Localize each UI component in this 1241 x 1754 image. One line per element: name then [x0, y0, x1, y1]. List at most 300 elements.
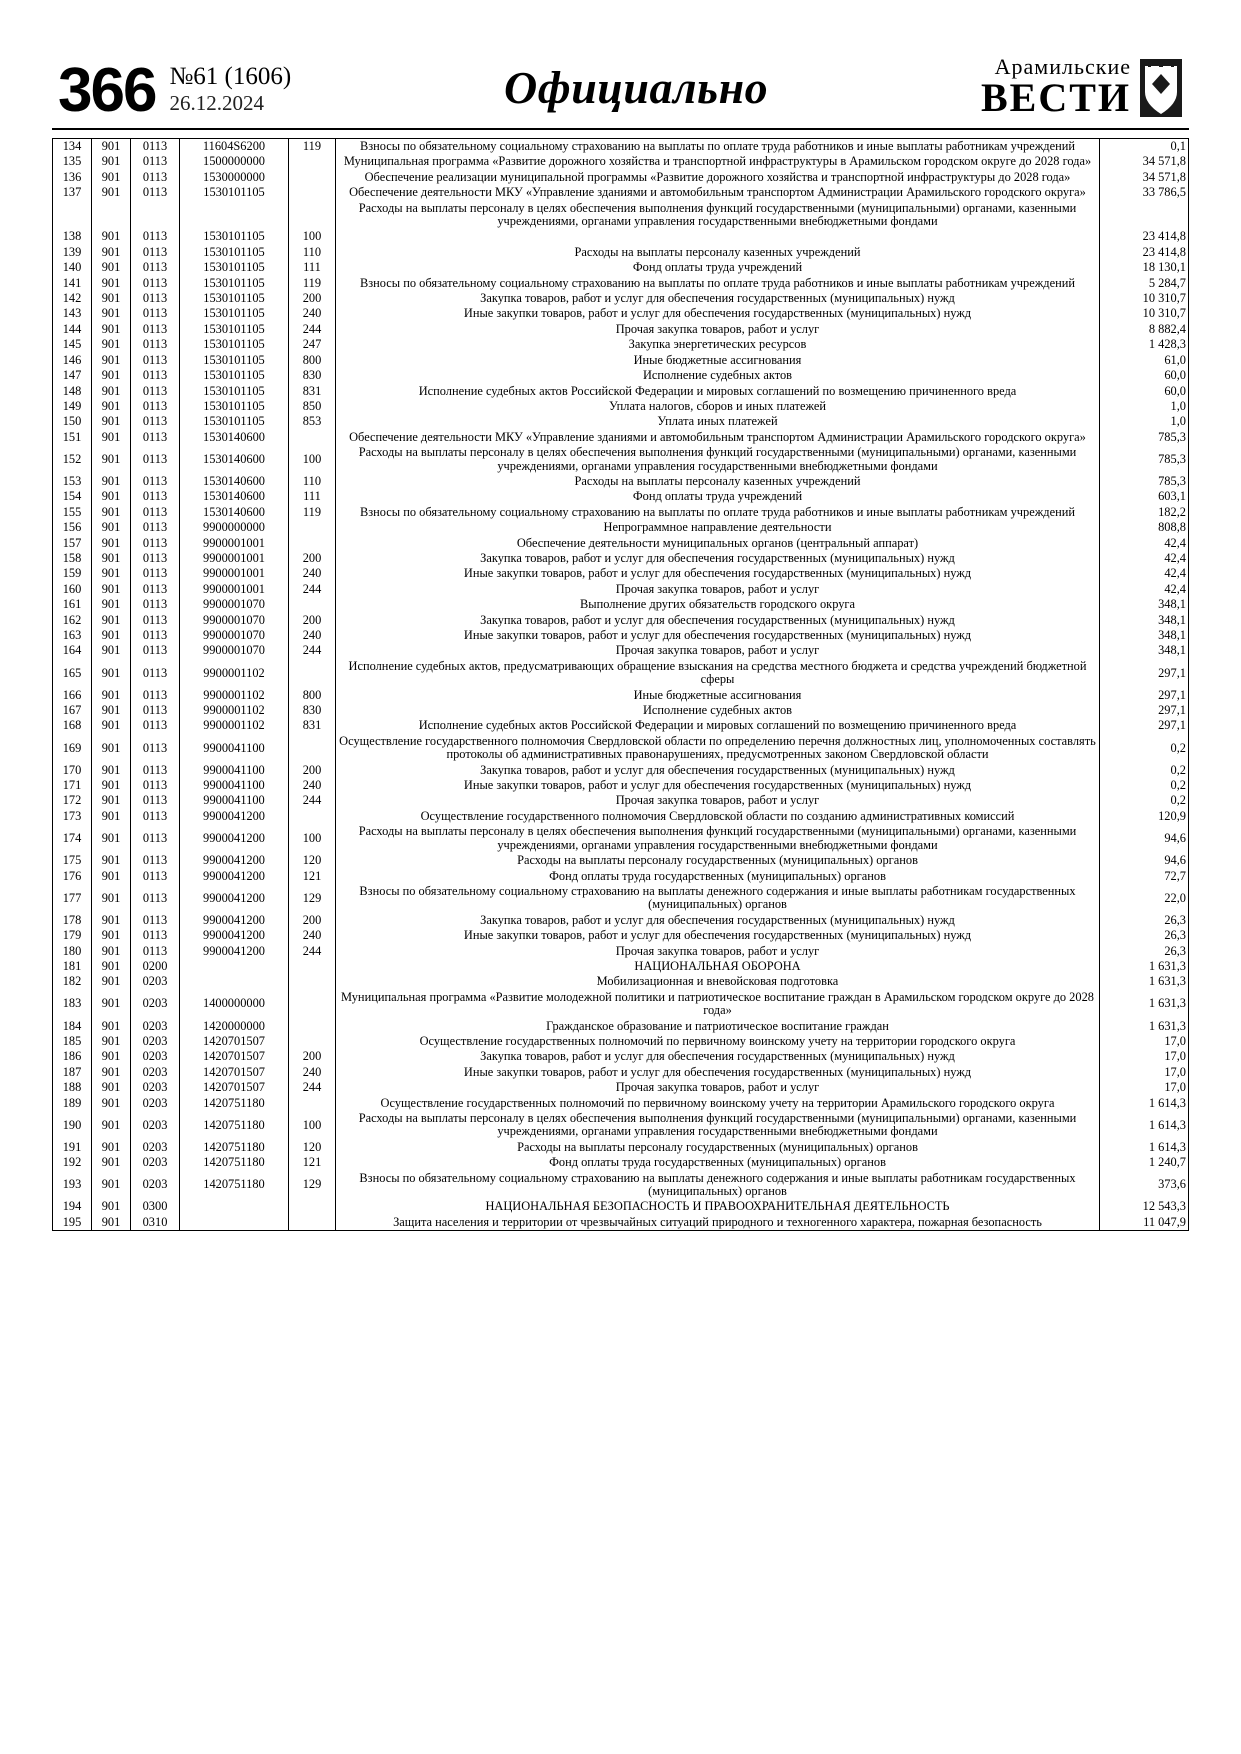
cell-expense-type: 853 — [289, 414, 336, 429]
cell-vedomstvo: 901 — [92, 990, 131, 1019]
cell-row-number: 171 — [53, 778, 92, 793]
cell-vedomstvo: 901 — [92, 505, 131, 520]
cell-expense-type — [289, 201, 336, 230]
cell-amount: 10 310,7 — [1100, 306, 1189, 321]
cell-target-code: 9900041200 — [180, 928, 289, 943]
cell-amount: 1 631,3 — [1100, 1019, 1189, 1034]
cell-description: Обеспечение деятельности муниципальных органов (центральный аппарат) — [336, 536, 1100, 551]
cell-razdel: 0113 — [131, 474, 180, 489]
cell-amount: 94,6 — [1100, 824, 1189, 853]
cell-vedomstvo: 901 — [92, 824, 131, 853]
cell-vedomstvo: 901 — [92, 291, 131, 306]
cell-expense-type: 111 — [289, 260, 336, 275]
cell-vedomstvo: 901 — [92, 1049, 131, 1064]
cell-target-code: 9900001001 — [180, 551, 289, 566]
cell-description: НАЦИОНАЛЬНАЯ БЕЗОПАСНОСТЬ И ПРАВООХРАНИТЕЛЬНАЯ ДЕЯТЕЛЬНОСТЬ — [336, 1199, 1100, 1214]
cell-vedomstvo: 901 — [92, 566, 131, 581]
cell-razdel: 0113 — [131, 869, 180, 884]
cell-amount: 42,4 — [1100, 582, 1189, 597]
table-row — [53, 399, 1189, 414]
cell-amount: 23 414,8 — [1100, 229, 1189, 244]
cell-amount: 1 614,3 — [1100, 1096, 1189, 1111]
cell-vedomstvo: 901 — [92, 139, 131, 155]
cell-expense-type: 240 — [289, 566, 336, 581]
cell-razdel: 0113 — [131, 185, 180, 200]
cell-expense-type: 121 — [289, 1155, 336, 1170]
cell-expense-type: 111 — [289, 489, 336, 504]
cell-row-number: 148 — [53, 384, 92, 399]
cell-expense-type — [289, 170, 336, 185]
cell-expense-type: 244 — [289, 582, 336, 597]
cell-target-code: 9900001070 — [180, 597, 289, 612]
cell-row-number: 147 — [53, 368, 92, 383]
cell-amount: 808,8 — [1100, 520, 1189, 535]
cell-expense-type: 240 — [289, 1065, 336, 1080]
cell-vedomstvo: 901 — [92, 322, 131, 337]
cell-description: Расходы на выплаты персоналу в целях обеспечения выполнения функций государственными (муниципальными) органами, казенными учреждениями, органами управления государственными внебюджетными фондами — [336, 201, 1100, 230]
cell-expense-type — [289, 734, 336, 763]
table-row — [53, 763, 1189, 778]
cell-razdel: 0113 — [131, 643, 180, 658]
cell-amount: 373,6 — [1100, 1171, 1189, 1200]
cell-description: Прочая закупка товаров, работ и услуг — [336, 944, 1100, 959]
cell-description: Осуществление государственных полномочий по первичному воинскому учету на территории городского округа — [336, 1034, 1100, 1049]
cell-description: Прочая закупка товаров, работ и услуг — [336, 793, 1100, 808]
cell-razdel: 0113 — [131, 337, 180, 352]
cell-vedomstvo: 901 — [92, 1034, 131, 1049]
cell-expense-type: 110 — [289, 474, 336, 489]
cell-target-code: 1420751180 — [180, 1155, 289, 1170]
cell-target-code: 9900001102 — [180, 718, 289, 733]
cell-row-number: 152 — [53, 445, 92, 474]
cell-vedomstvo: 901 — [92, 1080, 131, 1095]
cell-amount: 94,6 — [1100, 853, 1189, 868]
cell-expense-type: 100 — [289, 1111, 336, 1140]
cell-target-code: 9900000000 — [180, 520, 289, 535]
cell-description: Исполнение судебных актов Российской Федерации и мировых соглашений по возмещению причиненного вреда — [336, 384, 1100, 399]
cell-amount: 785,3 — [1100, 474, 1189, 489]
cell-description: Взносы по обязательному социальному страхованию на выплаты по оплате труда работников и иные выплаты работникам учреждений — [336, 505, 1100, 520]
cell-razdel: 0203 — [131, 1155, 180, 1170]
cell-vedomstvo: 901 — [92, 536, 131, 551]
cell-target-code: 1530101105 — [180, 368, 289, 383]
table-row — [53, 1140, 1189, 1155]
cell-expense-type — [289, 1019, 336, 1034]
table-row — [53, 853, 1189, 868]
cell-row-number: 138 — [53, 229, 92, 244]
cell-razdel: 0203 — [131, 1140, 180, 1155]
cell-target-code: 1420701507 — [180, 1049, 289, 1064]
cell-vedomstvo: 901 — [92, 489, 131, 504]
cell-expense-type: 244 — [289, 944, 336, 959]
cell-target-code: 9900001001 — [180, 536, 289, 551]
table-row — [53, 597, 1189, 612]
cell-row-number: 193 — [53, 1171, 92, 1200]
coat-of-arms-icon — [1139, 58, 1183, 118]
cell-vedomstvo: 901 — [92, 1111, 131, 1140]
cell-razdel: 0113 — [131, 276, 180, 291]
cell-expense-type: 240 — [289, 306, 336, 321]
cell-razdel: 0203 — [131, 1065, 180, 1080]
cell-target-code: 1530101105 — [180, 337, 289, 352]
cell-description: Взносы по обязательному социальному страхованию на выплаты денежного содержания и иные выплаты работникам государственных (муниципальных) органов — [336, 1171, 1100, 1200]
cell-razdel: 0113 — [131, 322, 180, 337]
cell-razdel: 0113 — [131, 884, 180, 913]
cell-expense-type: 120 — [289, 853, 336, 868]
table-row — [53, 1171, 1189, 1200]
cell-amount: 297,1 — [1100, 703, 1189, 718]
table-row — [53, 1019, 1189, 1034]
table-row — [53, 276, 1189, 291]
cell-vedomstvo: 901 — [92, 1199, 131, 1214]
cell-razdel: 0113 — [131, 520, 180, 535]
cell-expense-type — [289, 520, 336, 535]
cell-target-code: 1420751180 — [180, 1096, 289, 1111]
cell-row-number: 187 — [53, 1065, 92, 1080]
cell-razdel: 0203 — [131, 1019, 180, 1034]
cell-target-code: 1530140600 — [180, 430, 289, 445]
cell-vedomstvo: 901 — [92, 1019, 131, 1034]
cell-description: Уплата налогов, сборов и иных платежей — [336, 399, 1100, 414]
cell-description: Прочая закупка товаров, работ и услуг — [336, 1080, 1100, 1095]
cell-razdel: 0113 — [131, 688, 180, 703]
cell-amount: 26,3 — [1100, 944, 1189, 959]
cell-razdel: 0113 — [131, 659, 180, 688]
cell-target-code: 9900041200 — [180, 884, 289, 913]
cell-expense-type: 119 — [289, 276, 336, 291]
cell-description: Расходы на выплаты персоналу государственных (муниципальных) органов — [336, 853, 1100, 868]
cell-row-number: 142 — [53, 291, 92, 306]
cell-razdel: 0113 — [131, 229, 180, 244]
cell-description: Исполнение судебных актов — [336, 368, 1100, 383]
table-row — [53, 643, 1189, 658]
cell-razdel: 0113 — [131, 944, 180, 959]
cell-expense-type — [289, 659, 336, 688]
cell-row-number: 166 — [53, 688, 92, 703]
table-row — [53, 1096, 1189, 1111]
table-row — [53, 430, 1189, 445]
table-row — [53, 944, 1189, 959]
cell-vedomstvo: 901 — [92, 185, 131, 200]
cell-vedomstvo: 901 — [92, 474, 131, 489]
cell-target-code: 9900041200 — [180, 869, 289, 884]
cell-row-number: 136 — [53, 170, 92, 185]
cell-target-code: 9900041100 — [180, 778, 289, 793]
cell-vedomstvo: 901 — [92, 959, 131, 974]
cell-row-number: 167 — [53, 703, 92, 718]
cell-description: Иные закупки товаров, работ и услуг для обеспечения государственных (муниципальных) нужд — [336, 778, 1100, 793]
cell-amount: 23 414,8 — [1100, 245, 1189, 260]
table-row — [53, 291, 1189, 306]
cell-amount: 182,2 — [1100, 505, 1189, 520]
cell-razdel: 0113 — [131, 368, 180, 383]
cell-row-number: 146 — [53, 353, 92, 368]
cell-row-number: 137 — [53, 185, 92, 200]
cell-description: Защита населения и территории от чрезвычайных ситуаций природного и техногенного характера, пожарная безопасность — [336, 1215, 1100, 1231]
cell-razdel: 0203 — [131, 1034, 180, 1049]
cell-amount: 348,1 — [1100, 628, 1189, 643]
cell-amount: 1,0 — [1100, 414, 1189, 429]
cell-vedomstvo: 901 — [92, 368, 131, 383]
table-row — [53, 884, 1189, 913]
table-row — [53, 1049, 1189, 1064]
table-row — [53, 928, 1189, 943]
cell-razdel: 0113 — [131, 505, 180, 520]
cell-description: Обеспечение деятельности МКУ «Управление зданиями и автомобильным транспортом Администрации Арамильского городского округа» — [336, 430, 1100, 445]
table-row — [53, 1111, 1189, 1140]
cell-vedomstvo: 901 — [92, 809, 131, 824]
table-row — [53, 1065, 1189, 1080]
cell-expense-type: 200 — [289, 551, 336, 566]
cell-expense-type: 800 — [289, 688, 336, 703]
cell-expense-type: 120 — [289, 1140, 336, 1155]
cell-razdel: 0203 — [131, 990, 180, 1019]
cell-expense-type: 800 — [289, 353, 336, 368]
cell-description: Взносы по обязательному социальному страхованию на выплаты денежного содержания и иные выплаты работникам государственных (муниципальных) органов — [336, 884, 1100, 913]
cell-amount: 26,3 — [1100, 928, 1189, 943]
cell-razdel: 0203 — [131, 1049, 180, 1064]
table-row — [53, 170, 1189, 185]
cell-target-code: 1530101105 — [180, 414, 289, 429]
cell-vedomstvo: 901 — [92, 793, 131, 808]
cell-expense-type: 119 — [289, 505, 336, 520]
table-row — [53, 201, 1189, 230]
cell-description: Взносы по обязательному социальному страхованию на выплаты по оплате труда работников и иные выплаты работникам учреждений — [336, 139, 1100, 155]
cell-description: Расходы на выплаты персоналу в целях обеспечения выполнения функций государственными (муниципальными) органами, казенными учреждениями, органами управления государственными внебюджетными фондами — [336, 445, 1100, 474]
cell-razdel: 0113 — [131, 384, 180, 399]
cell-amount: 1 614,3 — [1100, 1111, 1189, 1140]
cell-row-number: 189 — [53, 1096, 92, 1111]
cell-description: Прочая закупка товаров, работ и услуг — [336, 322, 1100, 337]
cell-razdel: 0113 — [131, 913, 180, 928]
cell-expense-type — [289, 1034, 336, 1049]
table-row — [53, 139, 1189, 155]
cell-vedomstvo: 901 — [92, 1215, 131, 1231]
cell-expense-type — [289, 185, 336, 200]
cell-row-number: 154 — [53, 489, 92, 504]
cell-row-number: 182 — [53, 974, 92, 989]
cell-expense-type: 110 — [289, 245, 336, 260]
cell-target-code: 1530101105 — [180, 245, 289, 260]
cell-expense-type: 831 — [289, 718, 336, 733]
cell-expense-type: 831 — [289, 384, 336, 399]
brand-line-1: Арамильские — [994, 54, 1131, 79]
cell-razdel: 0113 — [131, 793, 180, 808]
cell-expense-type: 100 — [289, 445, 336, 474]
cell-expense-type: 240 — [289, 628, 336, 643]
cell-row-number: 192 — [53, 1155, 92, 1170]
cell-vedomstvo: 901 — [92, 688, 131, 703]
cell-vedomstvo: 901 — [92, 853, 131, 868]
cell-description: Закупка товаров, работ и услуг для обеспечения государственных (муниципальных) нужд — [336, 291, 1100, 306]
cell-expense-type: 100 — [289, 824, 336, 853]
cell-expense-type — [289, 597, 336, 612]
table-row — [53, 306, 1189, 321]
cell-razdel: 0113 — [131, 628, 180, 643]
cell-amount: 12 543,3 — [1100, 1199, 1189, 1214]
cell-razdel: 0113 — [131, 597, 180, 612]
cell-row-number: 141 — [53, 276, 92, 291]
budget-table — [52, 138, 1189, 1231]
cell-row-number: 159 — [53, 566, 92, 581]
cell-expense-type — [289, 959, 336, 974]
cell-expense-type: 240 — [289, 928, 336, 943]
cell-amount: 1 631,3 — [1100, 990, 1189, 1019]
cell-row-number: 194 — [53, 1199, 92, 1214]
cell-row-number: 161 — [53, 597, 92, 612]
cell-row-number: 156 — [53, 520, 92, 535]
cell-vedomstvo: 901 — [92, 778, 131, 793]
cell-expense-type: 129 — [289, 884, 336, 913]
cell-row-number: 151 — [53, 430, 92, 445]
cell-amount: 60,0 — [1100, 384, 1189, 399]
cell-row-number: 186 — [53, 1049, 92, 1064]
cell-row-number: 170 — [53, 763, 92, 778]
cell-row-number: 185 — [53, 1034, 92, 1049]
table-row — [53, 384, 1189, 399]
cell-target-code: 1530140600 — [180, 445, 289, 474]
cell-row-number: 173 — [53, 809, 92, 824]
cell-vedomstvo: 901 — [92, 1155, 131, 1170]
cell-vedomstvo: 901 — [92, 353, 131, 368]
cell-expense-type: 240 — [289, 778, 336, 793]
cell-description: Мобилизационная и вневойсковая подготовка — [336, 974, 1100, 989]
cell-amount: 17,0 — [1100, 1049, 1189, 1064]
cell-razdel: 0113 — [131, 763, 180, 778]
cell-razdel — [131, 201, 180, 230]
table-row — [53, 582, 1189, 597]
cell-vedomstvo: 901 — [92, 1140, 131, 1155]
cell-description: Прочая закупка товаров, работ и услуг — [336, 582, 1100, 597]
cell-row-number: 169 — [53, 734, 92, 763]
cell-amount: 8 882,4 — [1100, 322, 1189, 337]
cell-row-number: 176 — [53, 869, 92, 884]
cell-razdel: 0113 — [131, 778, 180, 793]
cell-target-code: 11604S6200 — [180, 139, 289, 155]
cell-vedomstvo: 901 — [92, 229, 131, 244]
cell-expense-type: 830 — [289, 368, 336, 383]
table-row — [53, 337, 1189, 352]
cell-target-code: 1530101105 — [180, 291, 289, 306]
cell-expense-type — [289, 1215, 336, 1231]
cell-expense-type: 200 — [289, 613, 336, 628]
cell-amount: 34 571,8 — [1100, 170, 1189, 185]
cell-razdel: 0113 — [131, 718, 180, 733]
cell-description: Фонд оплаты труда учреждений — [336, 260, 1100, 275]
cell-target-code: 1420701507 — [180, 1065, 289, 1080]
cell-vedomstvo: 901 — [92, 154, 131, 169]
cell-row-number: 155 — [53, 505, 92, 520]
cell-row-number: 172 — [53, 793, 92, 808]
cell-target-code: 9900001102 — [180, 703, 289, 718]
cell-expense-type: 200 — [289, 763, 336, 778]
cell-description: Исполнение судебных актов, предусматривающих обращение взыскания на средства местного бюджета и средства учреждений бюджетной сферы — [336, 659, 1100, 688]
cell-razdel: 0200 — [131, 959, 180, 974]
cell-vedomstvo: 901 — [92, 582, 131, 597]
masthead — [52, 34, 1189, 130]
cell-amount: 297,1 — [1100, 718, 1189, 733]
table-row — [53, 734, 1189, 763]
cell-razdel: 0113 — [131, 353, 180, 368]
cell-amount: 0,2 — [1100, 763, 1189, 778]
cell-amount: 785,3 — [1100, 430, 1189, 445]
cell-vedomstvo: 901 — [92, 520, 131, 535]
cell-expense-type — [289, 990, 336, 1019]
cell-razdel: 0203 — [131, 1111, 180, 1140]
cell-target-code: 9900041200 — [180, 944, 289, 959]
cell-description: Уплата иных платежей — [336, 414, 1100, 429]
cell-amount: 1 631,3 — [1100, 974, 1189, 989]
cell-target-code: 9900041100 — [180, 793, 289, 808]
cell-razdel: 0113 — [131, 582, 180, 597]
cell-target-code — [180, 959, 289, 974]
cell-razdel: 0113 — [131, 414, 180, 429]
cell-row-number: 188 — [53, 1080, 92, 1095]
cell-vedomstvo: 901 — [92, 597, 131, 612]
cell-razdel: 0113 — [131, 445, 180, 474]
table-row — [53, 185, 1189, 200]
cell-amount: 34 571,8 — [1100, 154, 1189, 169]
cell-expense-type: 200 — [289, 291, 336, 306]
cell-target-code: 1530101105 — [180, 260, 289, 275]
cell-description: Иные закупки товаров, работ и услуг для обеспечения государственных (муниципальных) нужд — [336, 628, 1100, 643]
cell-description: Фонд оплаты труда государственных (муниципальных) органов — [336, 869, 1100, 884]
cell-razdel: 0113 — [131, 170, 180, 185]
cell-target-code: 1420751180 — [180, 1111, 289, 1140]
cell-razdel: 0113 — [131, 928, 180, 943]
cell-razdel: 0113 — [131, 260, 180, 275]
cell-vedomstvo: 901 — [92, 1065, 131, 1080]
cell-description: Фонд оплаты труда государственных (муниципальных) органов — [336, 1155, 1100, 1170]
cell-target-code: 1530140600 — [180, 474, 289, 489]
cell-vedomstvo: 901 — [92, 763, 131, 778]
cell-target-code: 1530101105 — [180, 399, 289, 414]
cell-amount: 120,9 — [1100, 809, 1189, 824]
cell-description: Закупка товаров, работ и услуг для обеспечения государственных (муниципальных) нужд — [336, 913, 1100, 928]
cell-amount: 61,0 — [1100, 353, 1189, 368]
cell-target-code: 1530140600 — [180, 505, 289, 520]
cell-target-code: 1420751180 — [180, 1140, 289, 1155]
cell-expense-type: 200 — [289, 913, 336, 928]
cell-vedomstvo: 901 — [92, 913, 131, 928]
cell-vedomstvo: 901 — [92, 734, 131, 763]
cell-razdel: 0113 — [131, 703, 180, 718]
cell-target-code: 1530101105 — [180, 306, 289, 321]
cell-vedomstvo: 901 — [92, 306, 131, 321]
cell-description: Иные бюджетные ассигнования — [336, 688, 1100, 703]
table-row — [53, 414, 1189, 429]
cell-amount: 42,4 — [1100, 566, 1189, 581]
cell-amount: 297,1 — [1100, 688, 1189, 703]
cell-description: Муниципальная программа «Развитие молодежной политики и патриотическое воспитание граждан в Арамильском городском округе до 2028 года» — [336, 990, 1100, 1019]
cell-description: Непрограммное направление деятельности — [336, 520, 1100, 535]
cell-row-number: 160 — [53, 582, 92, 597]
cell-expense-type: 244 — [289, 793, 336, 808]
table-row — [53, 520, 1189, 535]
cell-vedomstvo: 901 — [92, 944, 131, 959]
cell-vedomstvo: 901 — [92, 414, 131, 429]
cell-razdel: 0113 — [131, 551, 180, 566]
cell-row-number: 195 — [53, 1215, 92, 1231]
cell-amount: 42,4 — [1100, 536, 1189, 551]
table-row — [53, 445, 1189, 474]
cell-razdel: 0300 — [131, 1199, 180, 1214]
table-row — [53, 154, 1189, 169]
cell-description: Исполнение судебных актов — [336, 703, 1100, 718]
table-row — [53, 778, 1189, 793]
cell-description: Расходы на выплаты персоналу государственных (муниципальных) органов — [336, 1140, 1100, 1155]
cell-target-code: 9900001070 — [180, 643, 289, 658]
